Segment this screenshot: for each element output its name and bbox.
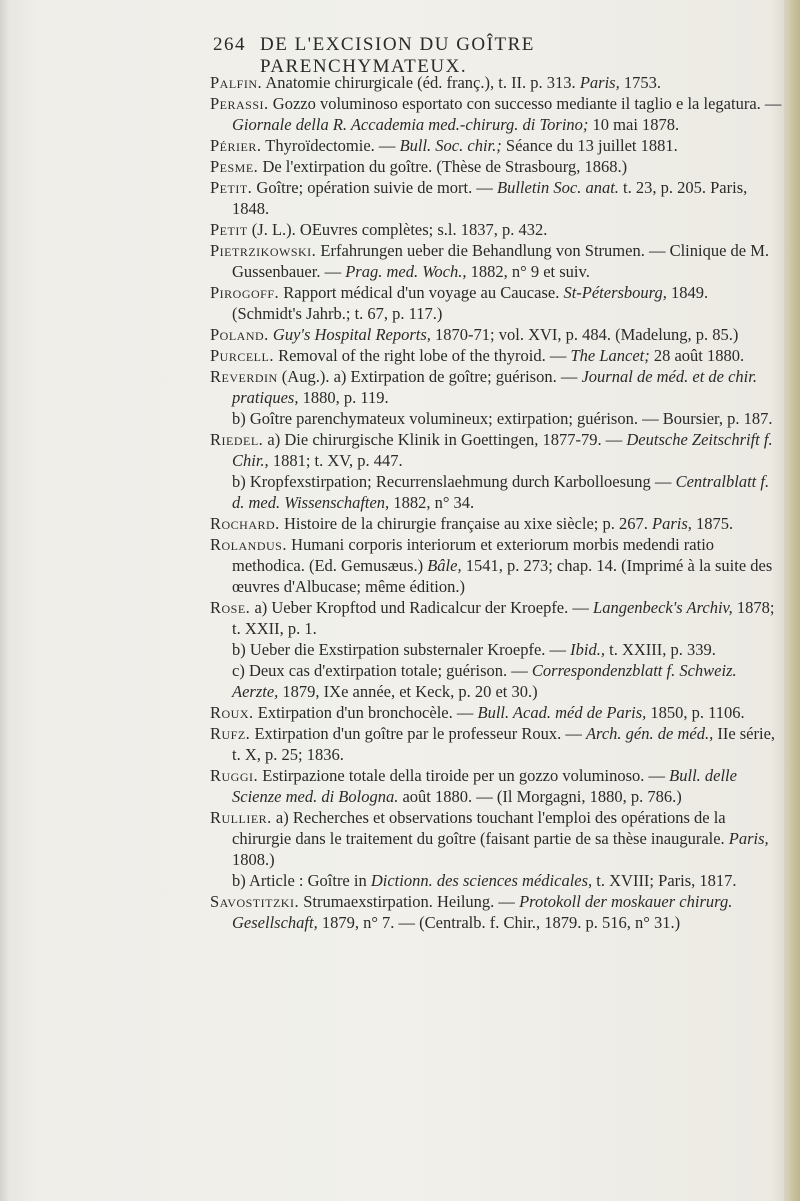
entry-author: Rolandus.: [210, 535, 287, 554]
entry-text: a) Die chirurgische Klinik in Goettingen, 1877-79. —: [263, 430, 627, 449]
entry-source: St-Pétersbourg,: [563, 283, 667, 302]
entry-text: Gozzo voluminoso esportato con successo mediante il taglio e la legatura. —: [268, 94, 782, 113]
entry-source: Correspondenzblatt f. Schweiz. Aerzte,: [232, 661, 737, 701]
entry-author: Petit.: [210, 178, 253, 197]
entry-text: Erfahrungen ueber die Behandlung von Strumen. — Clinique de M. Gussenbauer. —: [232, 241, 770, 281]
bibliography-entry: [210, 765, 782, 807]
entry-text: c) Deux cas d'extirpation totale; guérison. —: [232, 661, 532, 680]
bibliography-entry: [210, 72, 782, 93]
entry-author: Pirogoff.: [210, 283, 280, 302]
entry-source: Paris,: [652, 514, 692, 533]
bibliography-entry: [210, 156, 782, 177]
running-title: DE L'EXCISION DU GOÎTRE PARENCHYMATEUX.: [260, 34, 535, 77]
entry-text: Goître; opération suivie de mort. —: [252, 178, 497, 197]
entry-text: (J. L.). OEuvres complètes; s.l. 1837, p. 432.: [247, 220, 548, 239]
entry-author: Palfin.: [210, 73, 263, 92]
entry-text: Extirpation d'un bronchocèle. —: [253, 703, 478, 722]
entry-details: Séance du 13 juillet 1881.: [501, 136, 678, 155]
entry-author: Pesme.: [210, 157, 259, 176]
entry-details: 1882, n° 9 et suiv.: [466, 262, 590, 281]
bibliography-entry: [210, 408, 782, 429]
entry-source: Langenbeck's Archiv,: [593, 598, 733, 617]
bibliography-entry: [210, 723, 782, 765]
entry-author: Petit: [210, 220, 248, 239]
bibliography-entry: [210, 366, 782, 408]
entry-source: Ibid.,: [570, 640, 605, 659]
entry-details: 1881; t. XV, p. 447.: [268, 451, 403, 470]
entry-text: b) Goître parenchymateux volumineux; extirpation; guérison. — Boursier, p. 187.: [232, 409, 773, 428]
entry-text: b) Ueber die Exstirpation substernaler Kroepfe. —: [232, 640, 571, 659]
entry-text: Estirpazione totale della tiroide per un gozzo voluminoso. —: [258, 766, 670, 785]
entry-text: Anatomie chirurgicale (éd. franç.), t. II. p. 313.: [262, 73, 580, 92]
bibliography-entry: [210, 639, 782, 660]
entry-source: Prag. med. Woch.,: [345, 262, 467, 281]
entry-source: Bull. Acad. méd de Paris,: [477, 703, 647, 722]
entry-source: Protokoll der moskauer chirurg. Gesellschaft,: [232, 892, 733, 932]
bibliography-entry: [210, 282, 782, 324]
entry-text: (Aug.). a) Extirpation de goître; guérison. —: [277, 367, 582, 386]
page-number: 264: [213, 34, 246, 55]
entry-author: Roux.: [210, 703, 254, 722]
entry-details: 1875.: [691, 514, 734, 533]
bibliography-entry: [210, 240, 782, 282]
entry-text: b) Article : Goître in: [232, 871, 371, 890]
bibliography-entry: [210, 534, 782, 597]
bibliography-entry: [210, 513, 782, 534]
entry-details: 1753.: [619, 73, 661, 92]
entry-details: 1879, IXe année, et Keck, p. 20 et 30.): [278, 682, 538, 701]
entry-author: Purcell.: [210, 346, 274, 365]
entry-details: 28 août 1880.: [649, 346, 745, 365]
bibliography-entry: [210, 660, 782, 702]
entry-text: b) Kropfexstirpation; Recurrenslaehmung durch Karbolloesung —: [232, 472, 676, 491]
entry-details: 10 mai 1878.: [588, 115, 680, 134]
entry-details: 1541, p. 273; chap. 14. (Imprimé à la suite des œuvres d'Albucase; même édition.): [232, 556, 773, 596]
entry-author: Rullier.: [210, 808, 272, 827]
entry-details: 1879, n° 7. — (Centralb. f. Chir., 1879. p. 516, n° 31.): [317, 913, 681, 932]
entry-author: Savostitzki.: [210, 892, 300, 911]
entry-source: Arch. gén. de méd.,: [585, 724, 714, 743]
entry-details: 1849. (Schmidt's Jahrb.; t. 67, p. 117.): [232, 283, 709, 323]
entry-details: 1808.): [232, 850, 275, 869]
bibliography-entry: [210, 135, 782, 156]
entry-source: Bull. Soc. chir.;: [399, 136, 502, 155]
bibliography-entry: [210, 870, 782, 891]
entry-details: t. 23, p. 205. Paris, 1848.: [232, 178, 748, 218]
bibliography-entry: [210, 93, 782, 135]
entry-text: Histoire de la chirurgie française au xixe siècle; p. 267.: [279, 514, 652, 533]
entry-details: 1882, n° 34.: [389, 493, 475, 512]
entry-details: IIe série, t. X, p. 25; 1836.: [232, 724, 776, 764]
entry-source: Paris,: [728, 829, 769, 848]
entry-author: Rose.: [210, 598, 251, 617]
entry-details: 1878; t. XXII, p. 1.: [232, 598, 775, 638]
bibliography-entry: [210, 324, 782, 345]
entry-source: Giornale della R. Accademia med.-chirurg. di Torino;: [232, 115, 589, 134]
entry-details: 1870-71; vol. XVI, p. 484. (Madelung, p. 85.): [430, 325, 739, 344]
entry-author: Périer.: [210, 136, 262, 155]
entry-source: The Lancet;: [570, 346, 650, 365]
entry-text: Humani corporis interiorum et exteriorum morbis medendi ratio methodica. (Ed. Gemusæus.): [232, 535, 715, 575]
entry-text: Strumaexstirpation. Heilung. —: [299, 892, 520, 911]
bibliography-list: [210, 72, 782, 933]
entry-text: Rapport médical d'un voyage au Caucase.: [279, 283, 564, 302]
entry-source: Dictionn. des sciences médicales,: [370, 871, 593, 890]
bibliography-entry: [210, 177, 782, 219]
entry-text: De l'extirpation du goître. (Thèse de Strasbourg, 1868.): [258, 157, 628, 176]
entry-details: août 1880. — (Il Morgagni, 1880, p. 786.): [398, 787, 682, 806]
entry-text: Removal of the right lobe of the thyroid. —: [273, 346, 571, 365]
entry-source: Guy's Hospital Reports,: [272, 325, 431, 344]
entry-author: Perassi.: [210, 94, 269, 113]
bibliography-entry: [210, 891, 782, 933]
entry-author: Rochard.: [210, 514, 280, 533]
bibliography-entry: [210, 345, 782, 366]
page-gutter: [0, 0, 10, 1201]
entry-author: Reverdin: [210, 367, 278, 386]
entry-text: Thyroïdectomie. —: [261, 136, 400, 155]
bibliography-entry: [210, 702, 782, 723]
entry-source: Deutsche Zeitschrift f. Chir.,: [232, 430, 773, 470]
entry-details: 1880, p. 119.: [298, 388, 389, 407]
entry-details: t. XXIII, p. 339.: [604, 640, 716, 659]
bibliography-entry: [210, 807, 782, 870]
entry-source: Paris,: [579, 73, 620, 92]
entry-details: t. XVIII; Paris, 1817.: [592, 871, 737, 890]
entry-author: Rufz.: [210, 724, 251, 743]
entry-text: Extirpation d'un goître par le professeur Roux. —: [250, 724, 586, 743]
entry-source: Bull. delle Scienze med. di Bologna.: [232, 766, 737, 806]
entry-author: Pietrzikowski.: [210, 241, 317, 260]
entry-author: Poland.: [210, 325, 269, 344]
entry-source: Centralblatt f. d. med. Wissenschaften,: [232, 472, 770, 512]
bibliography-entry: [210, 597, 782, 639]
entry-source: Journal de méd. et de chir. pratiques,: [232, 367, 757, 407]
entry-author: Ruggi.: [210, 766, 259, 785]
page-edge: [784, 0, 800, 1201]
entry-details: 1850, p. 1106.: [646, 703, 745, 722]
entry-source: Bâle,: [427, 556, 462, 575]
entry-text: a) Recherches et observations touchant l'emploi des opérations de la chirurgie dans le traitement du goître (faisant partie de sa thèse inaugurale.: [232, 808, 729, 848]
bibliography-entry: [210, 429, 782, 471]
bibliography-entry: [210, 471, 782, 513]
entry-text: a) Ueber Kropftod und Radicalcur der Kroepfe. —: [250, 598, 594, 617]
entry-source: Bulletin Soc. anat.: [497, 178, 619, 197]
bibliography-entry: [210, 219, 782, 240]
entry-author: Riedel.: [210, 430, 264, 449]
